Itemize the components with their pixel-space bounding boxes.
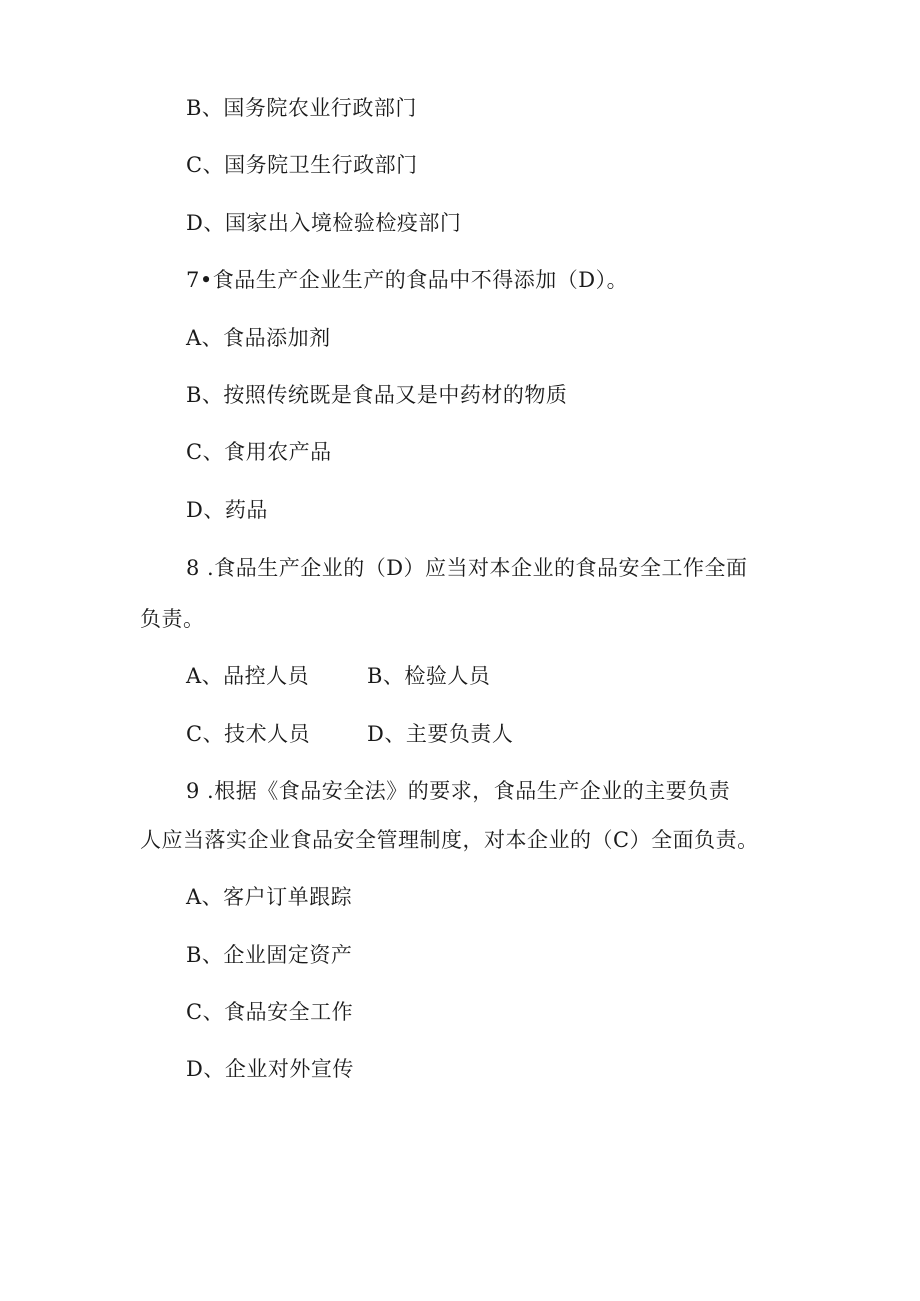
q9-option-d: D、企业对外宣传 — [186, 1057, 354, 1081]
q7-stem: 7•食品生产企业生产的食品中不得添加（D）。 — [186, 268, 629, 292]
q7-option-c: C、食用农产品 — [186, 440, 332, 464]
q8-option-d: D、主要负责人 — [367, 722, 514, 746]
q8-option-b: B、检验人员 — [367, 664, 491, 688]
q6-option-c: C、国务院卫生行政部门 — [186, 153, 418, 177]
q8-stem-line-1: 8 .食品生产企业的（D）应当对本企业的食品安全工作全面 — [186, 556, 748, 580]
q7-option-d: D、药品 — [186, 498, 268, 522]
q9-option-c: C、食品安全工作 — [186, 1000, 354, 1024]
q6-option-d: D、国家出入境检验检疫部门 — [186, 211, 462, 235]
q6-option-b: B、国务院农业行政部门 — [186, 96, 417, 120]
q8-stem-line-2: 负责。 — [140, 607, 205, 631]
q9-option-a: A、客户订单跟踪 — [186, 885, 353, 909]
q8-option-a: A、品控人员 — [186, 664, 310, 688]
q9-option-b: B、企业固定资产 — [186, 943, 353, 967]
q7-option-b: B、按照传统既是食品又是中药材的物质 — [186, 383, 568, 407]
q9-stem-line-2: 人应当落实企业食品安全管理制度，对本企业的（C）全面负责。 — [140, 828, 759, 852]
q8-option-c: C、技术人员 — [186, 722, 311, 746]
q9-stem-line-1: 9 .根据《食品安全法》的要求，食品生产企业的主要负责 — [186, 779, 731, 803]
q7-option-a: A、食品添加剂 — [186, 326, 331, 350]
